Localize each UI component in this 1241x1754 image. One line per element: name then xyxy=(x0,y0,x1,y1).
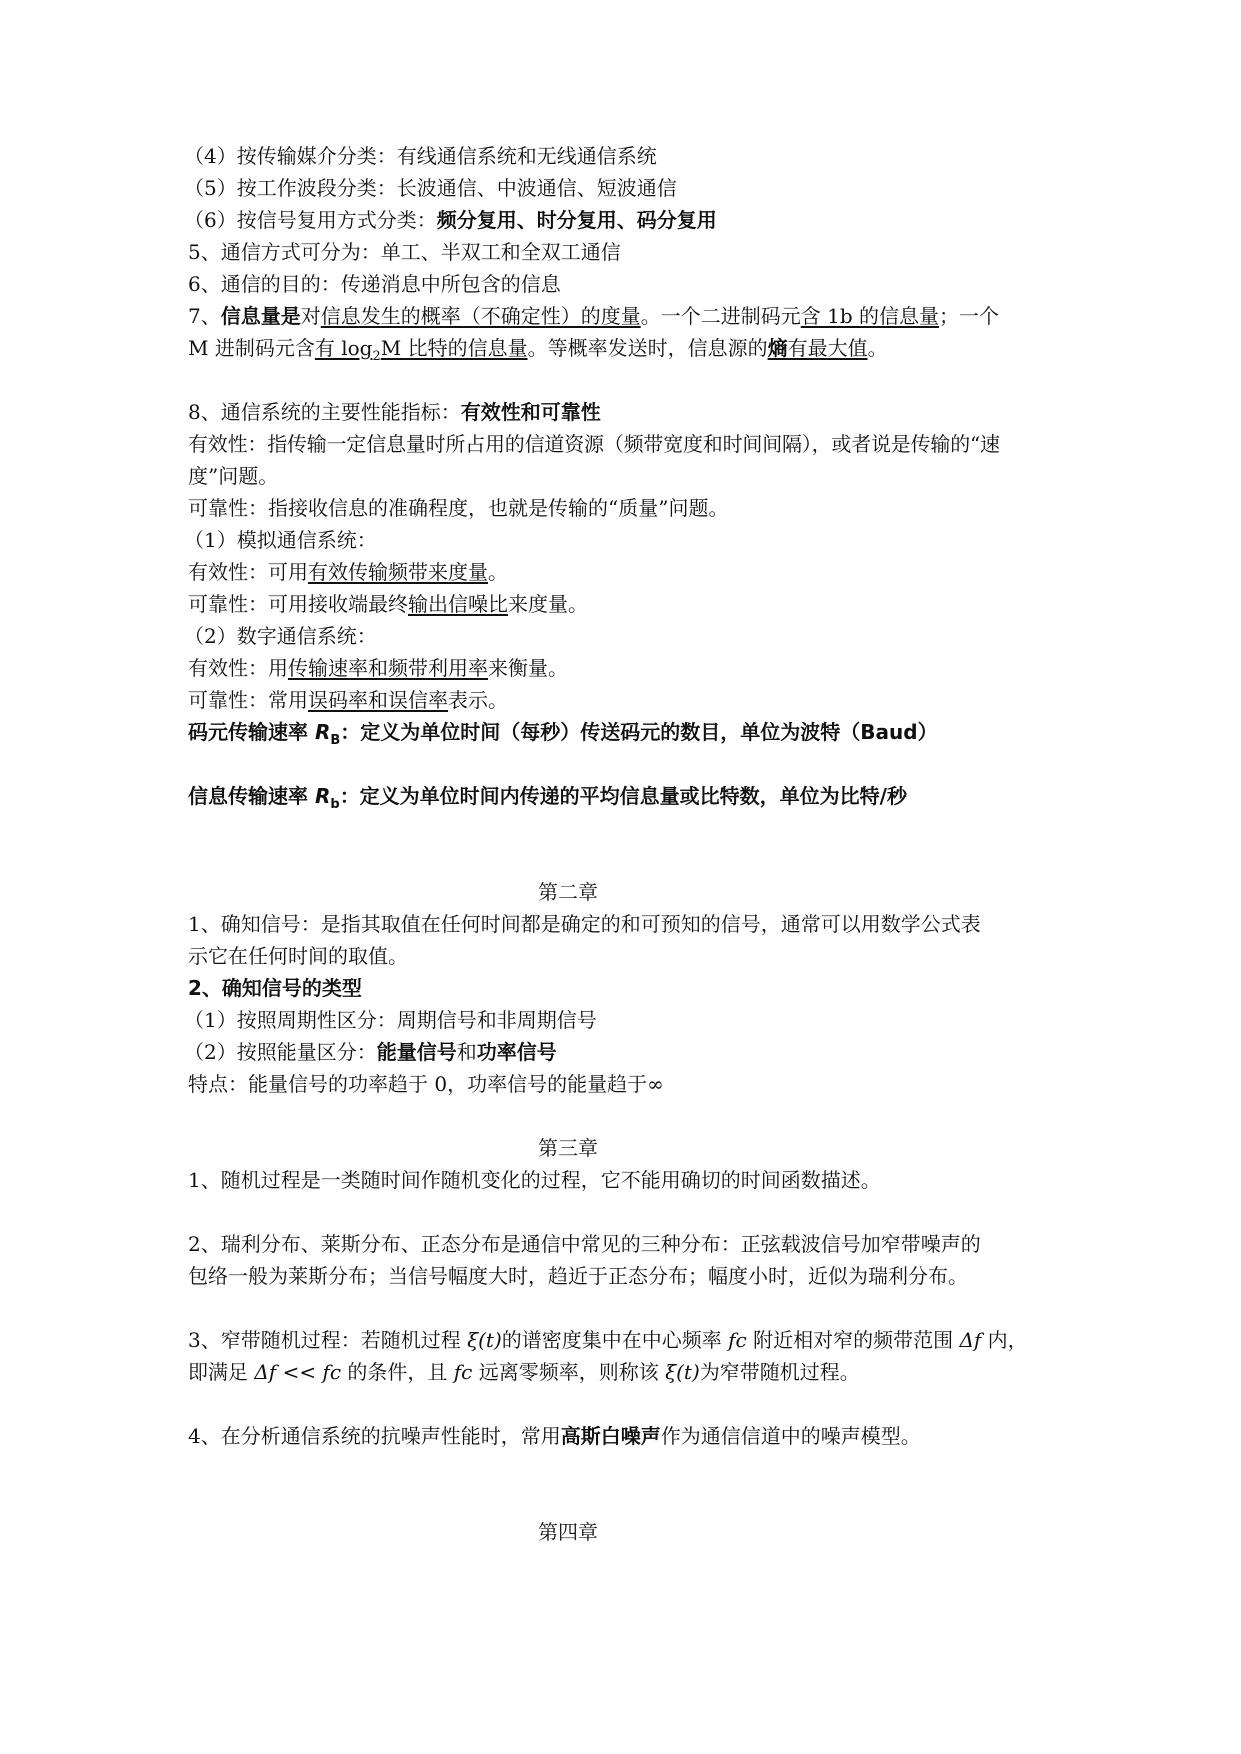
analog-effectiveness xyxy=(188,556,1068,588)
fc-symbol: fc xyxy=(728,1328,747,1352)
signal-features: 特点：能量信号的功率趋于 0，功率信号的能量趋于∞ xyxy=(188,1072,664,1096)
log-base: 2 xyxy=(372,349,381,364)
narrowband-process-line-1 xyxy=(188,1324,1068,1356)
energy-signal: 能量信号 xyxy=(376,1040,457,1064)
gaussian-white-noise: 高斯白噪声 xyxy=(560,1424,661,1448)
digital-reliability-label: 可靠性：常用 xyxy=(188,688,308,712)
analog-reliability xyxy=(188,588,1068,620)
deterministic-signal-line-1: 1、确知信号：是指其取值在任何时间都是确定的和可预知的信号，通常可以用数学公式表 xyxy=(188,912,981,936)
digital-effectiveness xyxy=(188,652,1068,684)
information-rate-symbol: R xyxy=(314,784,331,808)
analog-reliability-label: 可靠性：可用接收端最终 xyxy=(188,592,408,616)
chapter-2-title: 第二章 xyxy=(538,880,598,904)
multiplexing-label: （6）按信号复用方式分类： xyxy=(184,208,437,232)
narrowband-text: 远离零频率，则称该 xyxy=(472,1360,666,1384)
symbol-rate-text: ：定义为单位时间（每秒）传送码元的数目，单位为波特（Baud） xyxy=(340,720,938,744)
narrowband-text: 内， xyxy=(981,1328,1028,1352)
information-rate-text: ：定义为单位时间内传递的平均信息量或比特数，单位为比特/秒 xyxy=(339,784,907,808)
symbol-rate-definition xyxy=(188,716,1068,748)
item-8-performance-indicators xyxy=(188,396,1068,428)
m-ary-bits: M 比特的信息量 xyxy=(380,336,528,360)
effectiveness-definition-line-1: 有效性：指传输一定信息量时所占用的信道资源（频带宽度和时间间隔），或者说是传输的“速 xyxy=(188,432,1000,456)
item-7-text: 对 xyxy=(300,304,321,328)
classification-by-multiplexing xyxy=(184,204,1068,236)
narrowband-text: 的谱密度集中在中心频率 xyxy=(501,1328,729,1352)
digital-effectiveness-label: 有效性：用 xyxy=(188,656,288,680)
distributions-line-1: 2、瑞利分布、莱斯分布、正态分布是通信中常见的三种分布：正弦载波信号加窄带噪声的 xyxy=(188,1232,981,1256)
delta-f-symbol: Δf xyxy=(959,1328,982,1352)
item-7-line-1 xyxy=(188,300,1068,332)
random-process-definition: 1、随机过程是一类随时间作随机变化的过程，它不能用确切的时间函数描述。 xyxy=(188,1168,881,1192)
narrowband-condition: Δf << fc xyxy=(254,1360,342,1384)
symbol-rate-subscript: B xyxy=(330,733,341,748)
analog-system-heading: （1）模拟通信系统： xyxy=(184,528,377,552)
item-7-text: ；一个 xyxy=(938,304,999,328)
analog-effectiveness-label: 有效性：可用 xyxy=(188,560,308,584)
deterministic-signal-line-2: 示它在任何时间的取值。 xyxy=(188,944,408,968)
information-amount-definition: 信息发生的概率（不确定性）的度量 xyxy=(320,304,641,328)
by-energy xyxy=(184,1036,1068,1068)
information-rate-subscript: b xyxy=(330,797,340,812)
noise-model xyxy=(188,1420,1068,1452)
xi-t-symbol: ξ(t) xyxy=(467,1328,502,1352)
by-energy-label: （2）按照能量区分： xyxy=(184,1040,377,1064)
digital-effectiveness-end: 来衡量。 xyxy=(488,656,568,680)
item-8-label: 8、通信系统的主要性能指标： xyxy=(188,400,461,424)
multiplexing-types: 频分复用、时分复用、码分复用 xyxy=(436,208,717,232)
narrowband-text: 附近相对窄的频带范围 xyxy=(746,1328,960,1352)
xi-t-symbol: ξ(t) xyxy=(665,1360,700,1384)
chapter-3-title: 第三章 xyxy=(538,1136,598,1160)
power-signal: 功率信号 xyxy=(476,1040,557,1064)
information-rate-label: 信息传输速率 xyxy=(188,784,315,808)
item-7-text: M 进制码元含 xyxy=(188,336,315,360)
fc-symbol: fc xyxy=(453,1360,473,1384)
digital-reliability xyxy=(188,684,1068,716)
narrowband-process-line-2 xyxy=(188,1356,1068,1388)
analog-reliability-measure: 输出信噪比 xyxy=(408,592,508,616)
distributions-line-2: 包络一般为莱斯分布；当信号幅度大时，趋近于正态分布；幅度小时，近似为瑞利分布。 xyxy=(188,1264,968,1288)
noise-model-text: 4、在分析通信系统的抗噪声性能时，常用 xyxy=(188,1424,561,1448)
digital-effectiveness-measure: 传输速率和频带利用率 xyxy=(288,656,488,680)
symbol-rate-label: 码元传输速率 xyxy=(188,720,315,744)
item-7-line-2 xyxy=(188,332,1068,364)
item-7-number: 7、 xyxy=(188,304,221,328)
classification-by-band: （5）按工作波段分类：长波通信、中波通信、短波通信 xyxy=(184,176,677,200)
entropy-term: 熵 xyxy=(767,336,788,360)
narrowband-text: 的条件，且 xyxy=(341,1360,454,1384)
digital-reliability-measure: 误码率和误信率 xyxy=(308,688,448,712)
information-amount-term: 信息量是 xyxy=(220,304,301,328)
deterministic-signal-types: 2、确知信号的类型 xyxy=(188,976,362,1000)
item-7-text: 。一个二进制码元 xyxy=(640,304,801,328)
analog-effectiveness-measure: 有效传输频带来度量 xyxy=(308,560,488,584)
entropy-maximum: 有最大值 xyxy=(787,336,868,360)
narrowband-text: 为窄带随机过程。 xyxy=(699,1360,860,1384)
symbol-rate-symbol: R xyxy=(314,720,331,744)
analog-effectiveness-end: 。 xyxy=(488,560,508,584)
by-energy-and: 和 xyxy=(456,1040,477,1064)
by-periodicity: （1）按照周期性区分：周期信号和非周期信号 xyxy=(184,1008,597,1032)
noise-model-text-end: 作为通信信道中的噪声模型。 xyxy=(660,1424,921,1448)
reliability-definition: 可靠性：指接收信息的准确程度，也就是传输的“质量”问题。 xyxy=(188,496,729,520)
item-6-communication-purpose: 6、通信的目的：传递消息中所包含的信息 xyxy=(188,272,561,296)
item-7-text: 。 xyxy=(867,336,888,360)
document-page xyxy=(184,140,1068,1548)
item-8-indicators: 有效性和可靠性 xyxy=(460,400,601,424)
m-ary-log: 有 log xyxy=(314,336,373,360)
effectiveness-definition-line-2: 度”问题。 xyxy=(188,464,279,488)
m-ary-information xyxy=(314,336,528,364)
item-7-text: 。等概率发送时，信息源的 xyxy=(527,336,768,360)
information-rate-definition xyxy=(188,780,1068,812)
digital-reliability-end: 表示。 xyxy=(448,688,508,712)
analog-reliability-end: 来度量。 xyxy=(508,592,588,616)
binary-symbol-information: 含 1b 的信息量 xyxy=(800,304,939,328)
classification-by-medium: （4）按传输媒介分类：有线通信系统和无线通信系统 xyxy=(184,144,657,168)
chapter-4-title: 第四章 xyxy=(538,1520,598,1544)
digital-system-heading: （2）数字通信系统： xyxy=(184,624,377,648)
item-5-communication-modes: 5、通信方式可分为：单工、半双工和全双工通信 xyxy=(188,240,621,264)
narrowband-text: 即满足 xyxy=(188,1360,255,1384)
narrowband-text: 3、窄带随机过程：若随机过程 xyxy=(188,1328,468,1352)
